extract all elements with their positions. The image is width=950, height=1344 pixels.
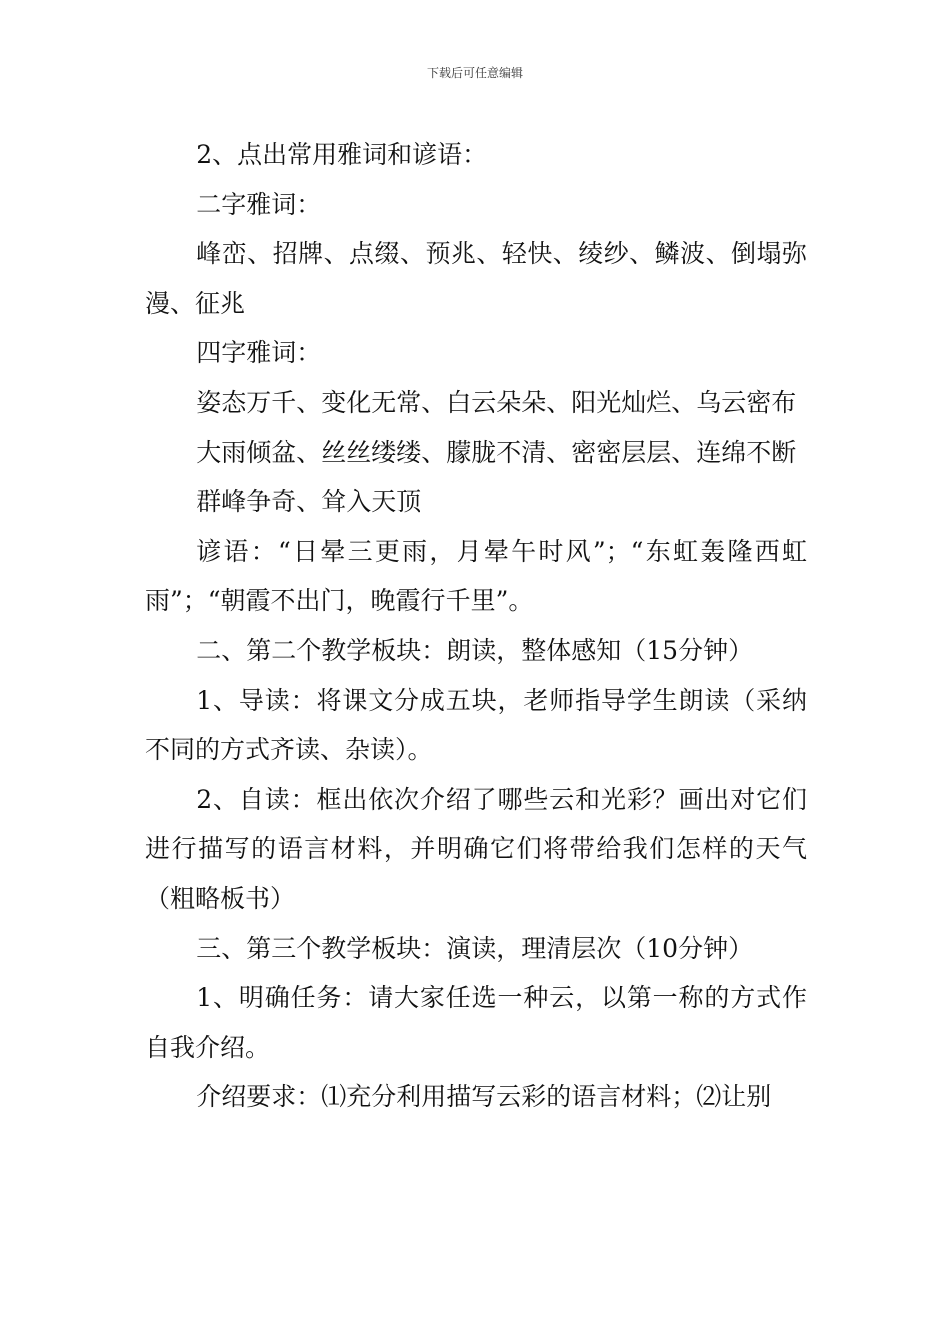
paragraph: 大雨倾盆、丝丝缕缕、朦胧不清、密密层层、连绵不断 bbox=[196, 437, 797, 467]
paragraph: 峰峦、招牌、点缀、预兆、轻快、绫纱、鳞波、倒塌弥漫、征兆 bbox=[145, 239, 807, 318]
paragraph: 三、第三个教学板块：演读，理清层次（10分钟） bbox=[196, 933, 754, 963]
paragraph: 群峰争奇、耸入天顶 bbox=[196, 487, 422, 517]
paragraph: 2、自读：框出依次介绍了哪些云和光彩？画出对它们进行描写的语言材料，并明确它们将带给我们怎样的天气（粗略板书） bbox=[145, 784, 807, 913]
paragraph: 1、导读：将课文分成五块，老师指导学生朗读（采纳不同的方式齐读、杂读）。 bbox=[145, 685, 807, 765]
paragraph: 谚语：“日晕三更雨，月晕午时风”；“东虹轰隆西虹雨”；“朝霞不出门，晚霞行千里”。 bbox=[145, 536, 807, 616]
paragraph: 姿态万千、变化无常、白云朵朵、阳光灿烂、乌云密布 bbox=[196, 387, 797, 417]
page-header: 下载后可任意编辑 bbox=[426, 66, 523, 80]
paragraph: 二、第二个教学板块：朗读，整体感知（15分钟） bbox=[196, 635, 754, 665]
paragraph: 2、点出常用雅词和谚语： bbox=[196, 140, 488, 169]
paragraph: 介绍要求：⑴充分利用描写云彩的语言材料；⑵让别 bbox=[196, 1082, 772, 1112]
document-body bbox=[145, 130, 807, 1122]
paragraph: 1、明确任务：请大家任选一种云，以第一称的方式作自我介绍。 bbox=[145, 983, 807, 1062]
paragraph: 四字雅词： bbox=[196, 338, 322, 368]
paragraph: 二字雅词： bbox=[196, 189, 322, 219]
